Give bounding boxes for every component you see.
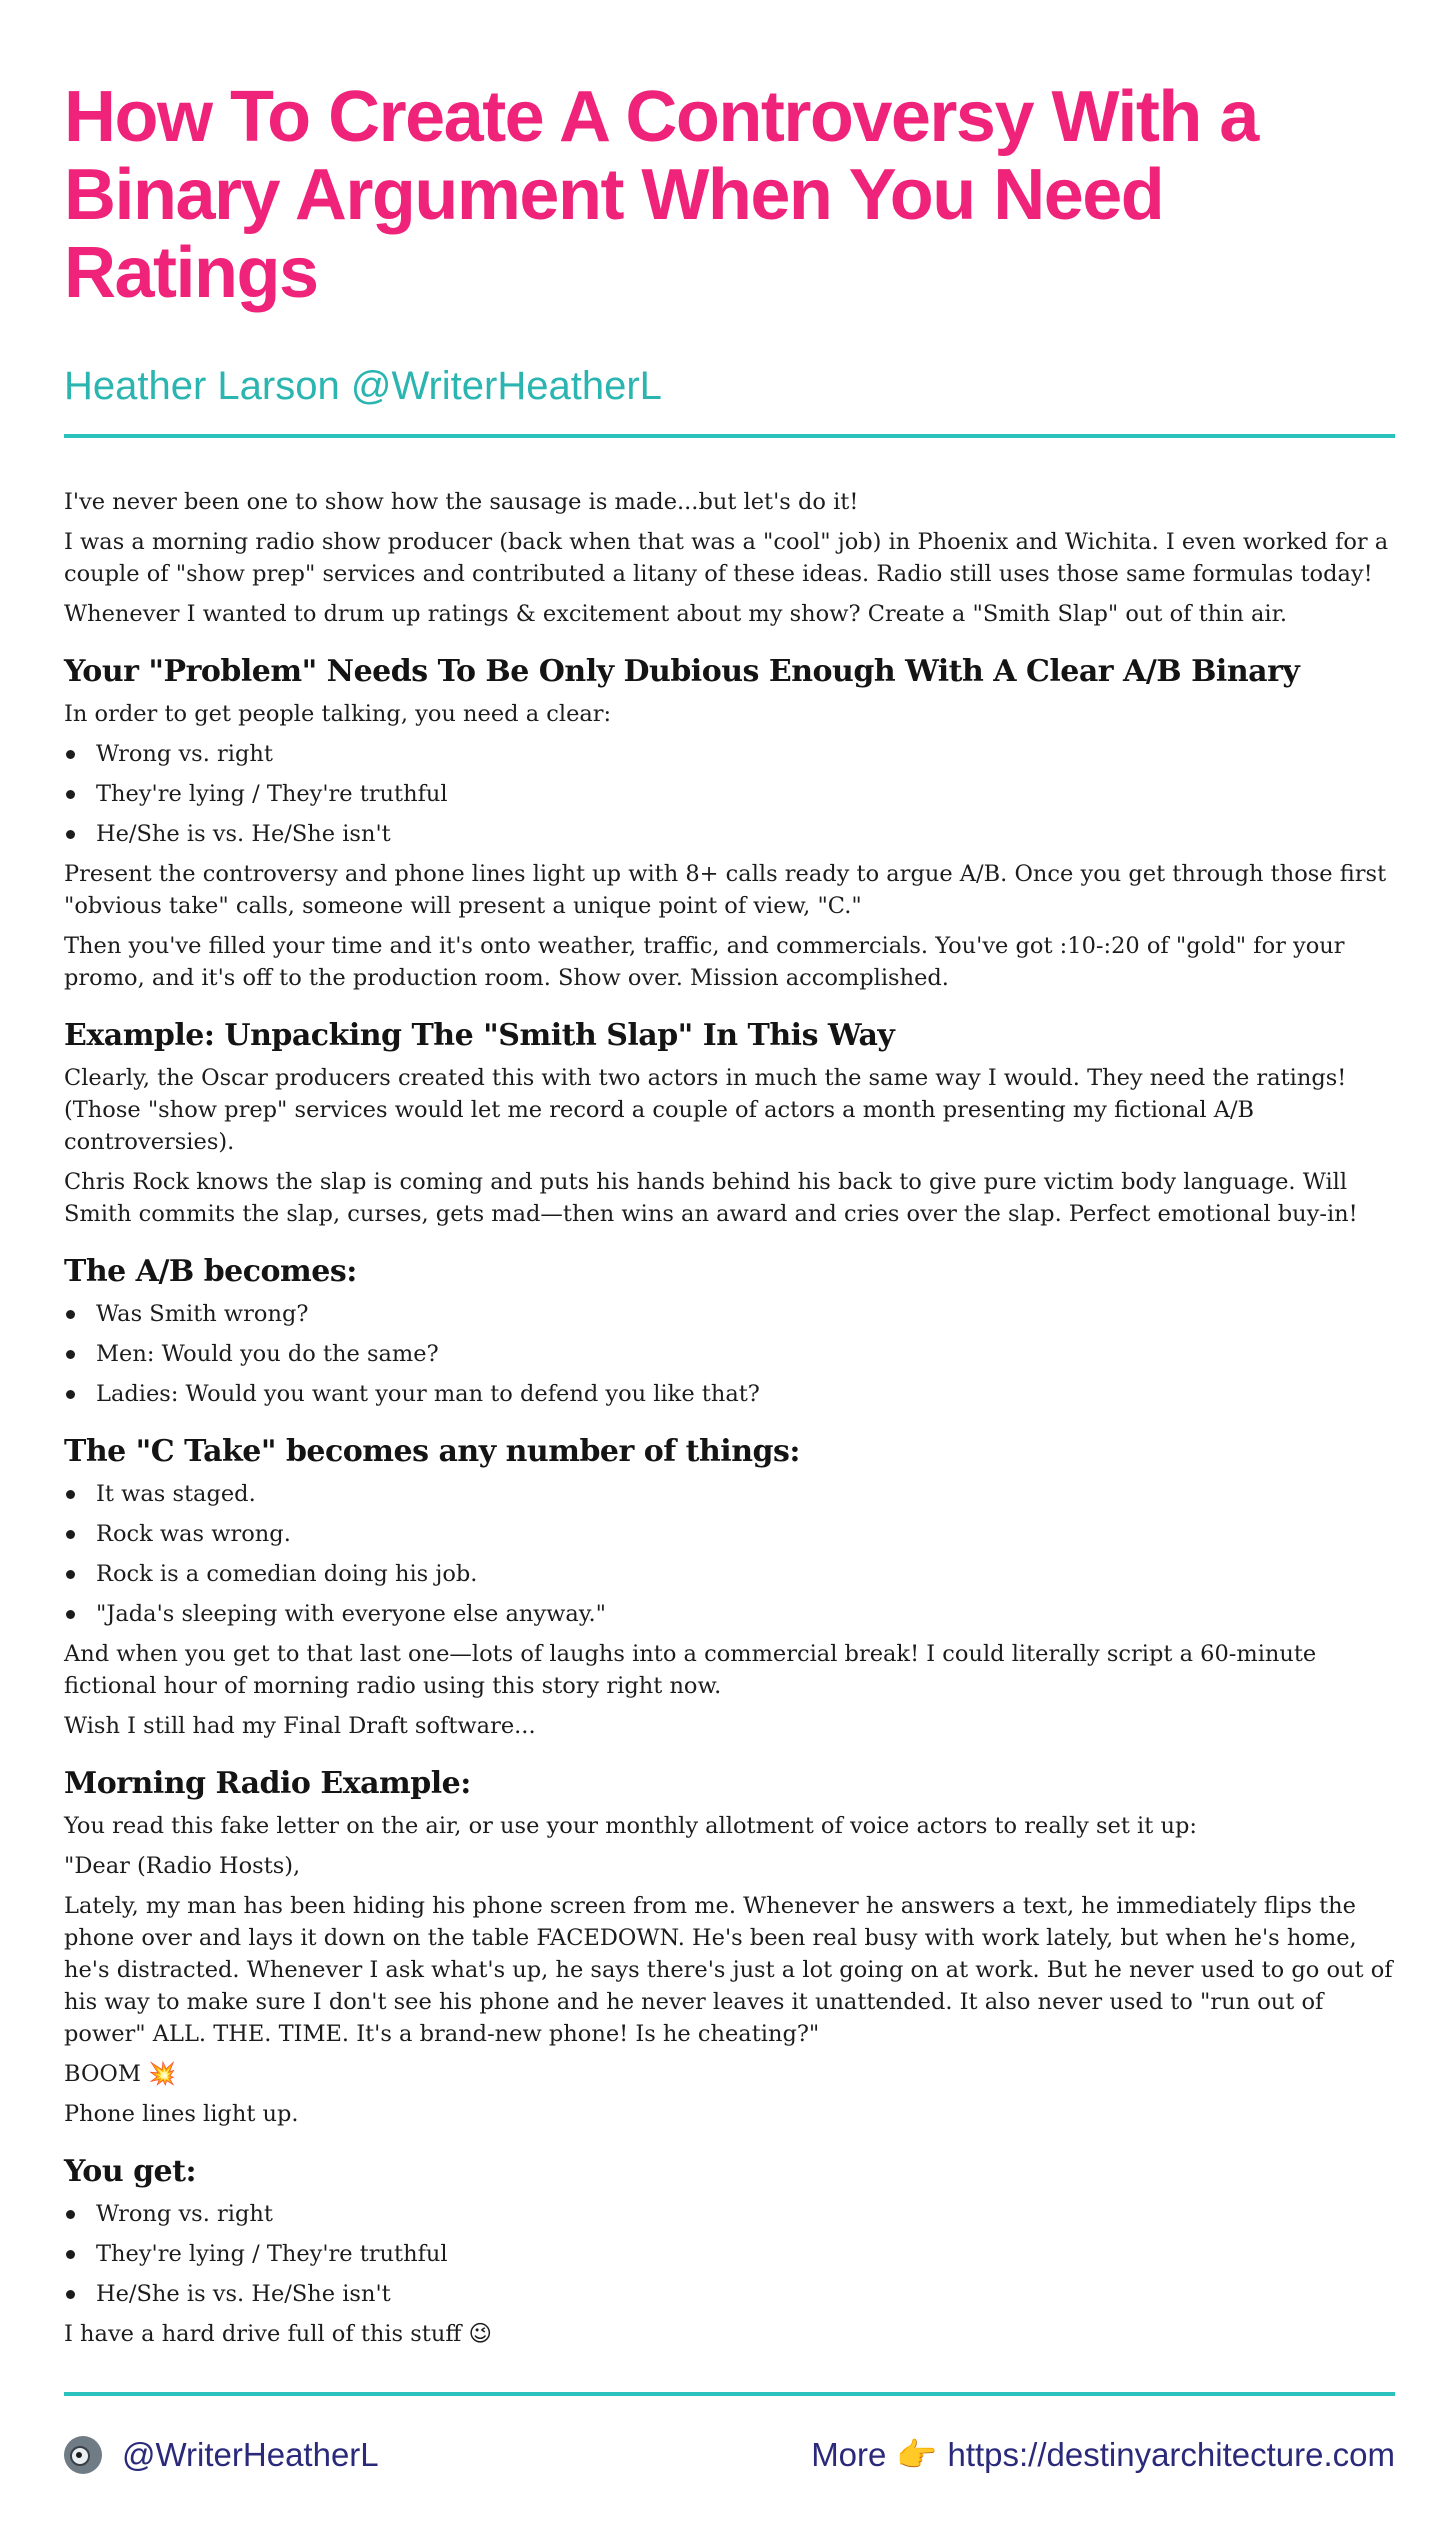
wink-icon: 😉 <box>468 2321 492 2347</box>
list-item <box>64 778 1395 810</box>
footer-handle-group[interactable] <box>64 2436 379 2474</box>
list-item <box>64 1338 1395 1370</box>
ab-list <box>64 1298 1395 1410</box>
list-item-text: He/She is vs. He/She isn't <box>96 821 391 847</box>
body-paragraph: And when you get to that last one—lots of laughs into a commercial break! I could literally script a 60-minute fictional hour of morning radio using this story right now. <box>64 1641 1317 1699</box>
list-item <box>64 818 1395 850</box>
list-item <box>64 1518 1395 1550</box>
bullet-icon <box>66 2250 75 2259</box>
bullet-icon <box>66 830 75 839</box>
bullet-icon <box>66 790 75 799</box>
list-item-text: They're lying / They're truthful <box>96 781 448 807</box>
list-item-text: Wrong vs. right <box>96 741 273 767</box>
list-item-text: He/She is vs. He/She isn't <box>96 2281 391 2307</box>
section-heading-c-take: The "C Take" becomes any number of things: <box>64 1434 800 1469</box>
author-byline: Heather Larson @WriterHeatherL <box>64 364 662 408</box>
intro-paragraph: I was a morning radio show producer (back when that was a "cool" job) in Phoenix and Wichita. I even worked for a couple of "show prep" services and contributed a litany of these ideas. Radio still uses those same formulas today! <box>64 529 1389 587</box>
list-item-text: Rock was wrong. <box>96 1521 291 1547</box>
list-item-text: It was staged. <box>96 1481 256 1507</box>
list-item <box>64 1598 1395 1630</box>
section-heading-morning-radio: Morning Radio Example: <box>64 1766 471 1801</box>
page-title: How To Create A Controversy With a Binary Argument When You Need Ratings <box>64 77 1258 313</box>
eyeball-avatar-icon <box>64 2436 102 2474</box>
bullet-icon <box>66 1490 75 1499</box>
bullet-icon <box>66 1610 75 1619</box>
body-paragraph: Chris Rock knows the slap is coming and puts his hands behind his back to give pure victim body language. Will Smith commits the slap, curses, gets mad—then wins an award and cries over the slap. Perfect emotional buy-in! <box>64 1169 1358 1227</box>
binary-list <box>64 738 1395 850</box>
list-item-text: Was Smith wrong? <box>96 1301 309 1327</box>
section-heading-ab: The A/B becomes: <box>64 1254 357 1289</box>
list-item <box>64 1378 1395 1410</box>
bullet-icon <box>66 2290 75 2299</box>
list-item-text: Wrong vs. right <box>96 2201 273 2227</box>
footer <box>64 2430 1395 2480</box>
bullet-icon <box>66 1390 75 1399</box>
list-item-text: Men: Would you do the same? <box>96 1341 439 1367</box>
more-label: More <box>811 2436 887 2473</box>
intro-paragraph: Whenever I wanted to drum up ratings & excitement about my show? Create a "Smith Slap" out of thin air. <box>64 601 1288 627</box>
article <box>64 78 1395 2358</box>
body-paragraph: Then you've filled your time and it's onto weather, traffic, and commercials. You've got :10-:20 of "gold" for your promo, and it's off to the production room. Show over. Mission accomplished. <box>64 933 1345 991</box>
list-item <box>64 1478 1395 1510</box>
list-item <box>64 2278 1395 2310</box>
list-item-text: Ladies: Would you want your man to defend you like that? <box>96 1381 760 1407</box>
bullet-icon <box>66 1310 75 1319</box>
you-get-list <box>64 2198 1395 2310</box>
bullet-icon <box>66 1570 75 1579</box>
list-item <box>64 2238 1395 2270</box>
footer-divider <box>64 2392 1395 2396</box>
list-item-text: "Jada's sleeping with everyone else anyway." <box>96 1601 606 1627</box>
article-body <box>64 486 1395 2350</box>
list-item <box>64 1558 1395 1590</box>
website-link[interactable]: https://destinyarchitecture.com <box>947 2436 1395 2473</box>
list-item <box>64 738 1395 770</box>
letter-salutation: "Dear (Radio Hosts), <box>64 1853 301 1879</box>
header-divider <box>64 434 1395 438</box>
pointing-right-icon: 👉 <box>896 2435 938 2474</box>
list-item <box>64 2198 1395 2230</box>
collision-icon: 💥 <box>148 2061 177 2087</box>
intro-paragraph: I've never been one to show how the sausage is made...but let's do it! <box>64 489 859 515</box>
bullet-icon <box>66 2210 75 2219</box>
body-paragraph: Clearly, the Oscar producers created this with two actors in much the same way I would. They need the ratings! (Those "show prep" services would let me record a couple of actors a month presenting my fictional A/B controversies). <box>64 1065 1347 1155</box>
closing-text: I have a hard drive full of this stuff <box>64 2321 462 2347</box>
list-item-text: Rock is a comedian doing his job. <box>96 1561 478 1587</box>
list-item-text: They're lying / They're truthful <box>96 2241 448 2267</box>
boom-text: BOOM <box>64 2061 141 2087</box>
list-item <box>64 1298 1395 1330</box>
section-heading-you-get: You get: <box>64 2154 197 2189</box>
footer-handle[interactable]: @WriterHeatherL <box>122 2436 379 2473</box>
footer-link-group[interactable] <box>811 2435 1395 2475</box>
bullet-icon <box>66 750 75 759</box>
section-heading-problem: Your "Problem" Needs To Be Only Dubious Enough With A Clear A/B Binary <box>64 654 1300 689</box>
bullet-icon <box>66 1530 75 1539</box>
c-take-list <box>64 1478 1395 1630</box>
closing-line <box>64 2318 1395 2350</box>
body-paragraph: You read this fake letter on the air, or use your monthly allotment of voice actors to really set it up: <box>64 1813 1197 1839</box>
body-paragraph: Wish I still had my Final Draft software... <box>64 1713 536 1739</box>
boom-line <box>64 2058 1395 2090</box>
body-paragraph: Phone lines light up. <box>64 2101 299 2127</box>
body-paragraph: Present the controversy and phone lines light up with 8+ calls ready to argue A/B. Once you get through those first "obvious take" calls, someone will present a unique point of view, "C." <box>64 861 1387 919</box>
letter-body: Lately, my man has been hiding his phone screen from me. Whenever he answers a text, he immediately flips the phone over and lays it down on the table FACEDOWN. He's been real busy with work lately, but when he's home, he's distracted. Whenever I ask what's up, he says there's just a lot going on at work. But he never used to go out of his way to make sure I don't see his phone and he never leaves it unattended. It also never used to "run out of power" ALL. THE. TIME. It's a brand-new phone! Is he cheating?" <box>64 1893 1393 2047</box>
bullet-icon <box>66 1350 75 1359</box>
section-heading-example: Example: Unpacking The "Smith Slap" In This Way <box>64 1018 895 1053</box>
section-lead: In order to get people talking, you need a clear: <box>64 701 612 727</box>
